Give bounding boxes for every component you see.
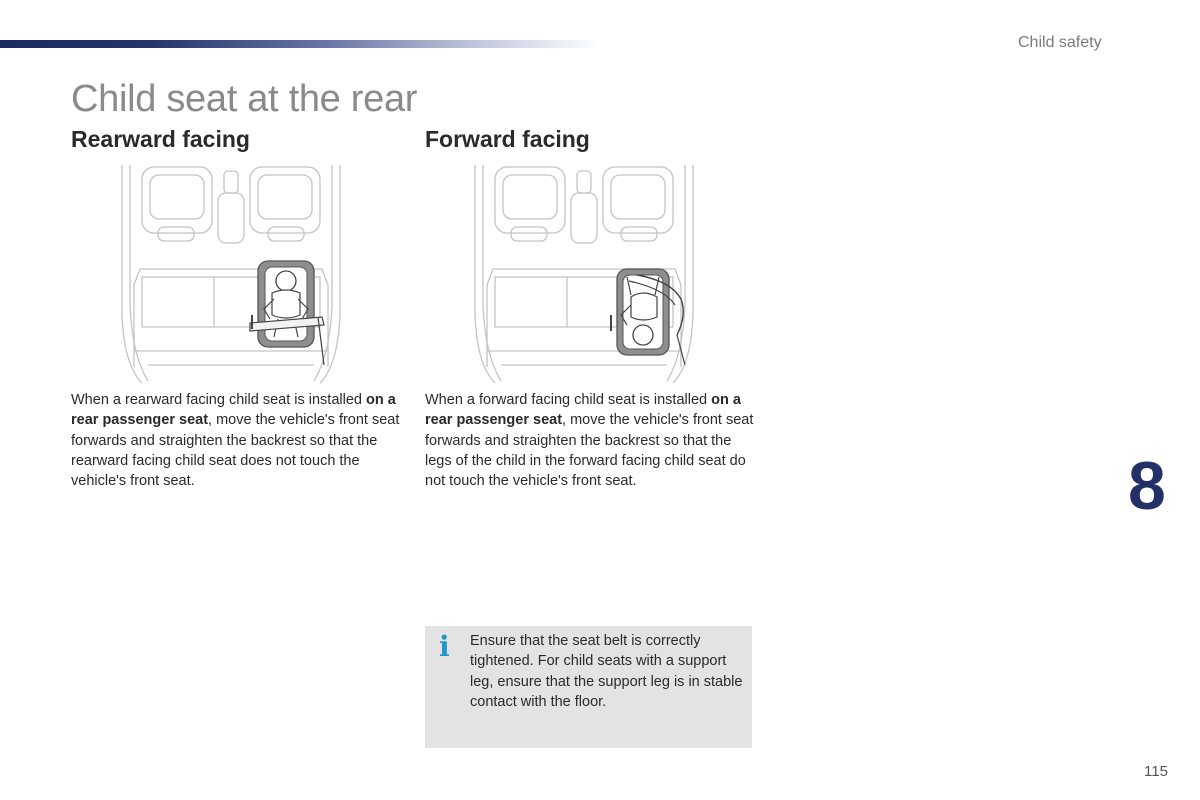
- rearward-facing-heading: Rearward facing: [71, 126, 250, 152]
- chapter-number: 8: [1128, 448, 1166, 524]
- rearward-facing-diagram: [118, 165, 344, 385]
- page-title: Child seat at the rear: [71, 78, 418, 120]
- page-number: 115: [1144, 763, 1168, 780]
- forward-facing-text: When a forward facing child seat is installed on a rear passenger seat, move the vehicle's front seat forwards and straighten the backrest so that the legs of the child in the forward facing child seat do not touch the vehicle's front seat.: [425, 392, 754, 490]
- child-seat-rearward-icon: [250, 261, 324, 365]
- header-accent-bar: [0, 40, 600, 48]
- info-box: [425, 626, 752, 748]
- rearward-facing-text: When a rearward facing child seat is installed on a rear passenger seat, move the vehicle's front seat forwards and straighten the backrest so that the rearward facing child seat does not touch the vehicle's front seat.: [71, 392, 400, 490]
- info-icon: i: [439, 630, 450, 663]
- forward-facing-heading: Forward facing: [425, 126, 590, 152]
- info-text: Ensure that the seat belt is correctly tightened. For child seats with a support leg, ensure that the support leg is in stable contact with the floor.: [470, 633, 743, 710]
- section-label: Child safety: [1018, 34, 1102, 51]
- forward-facing-diagram: [471, 165, 697, 385]
